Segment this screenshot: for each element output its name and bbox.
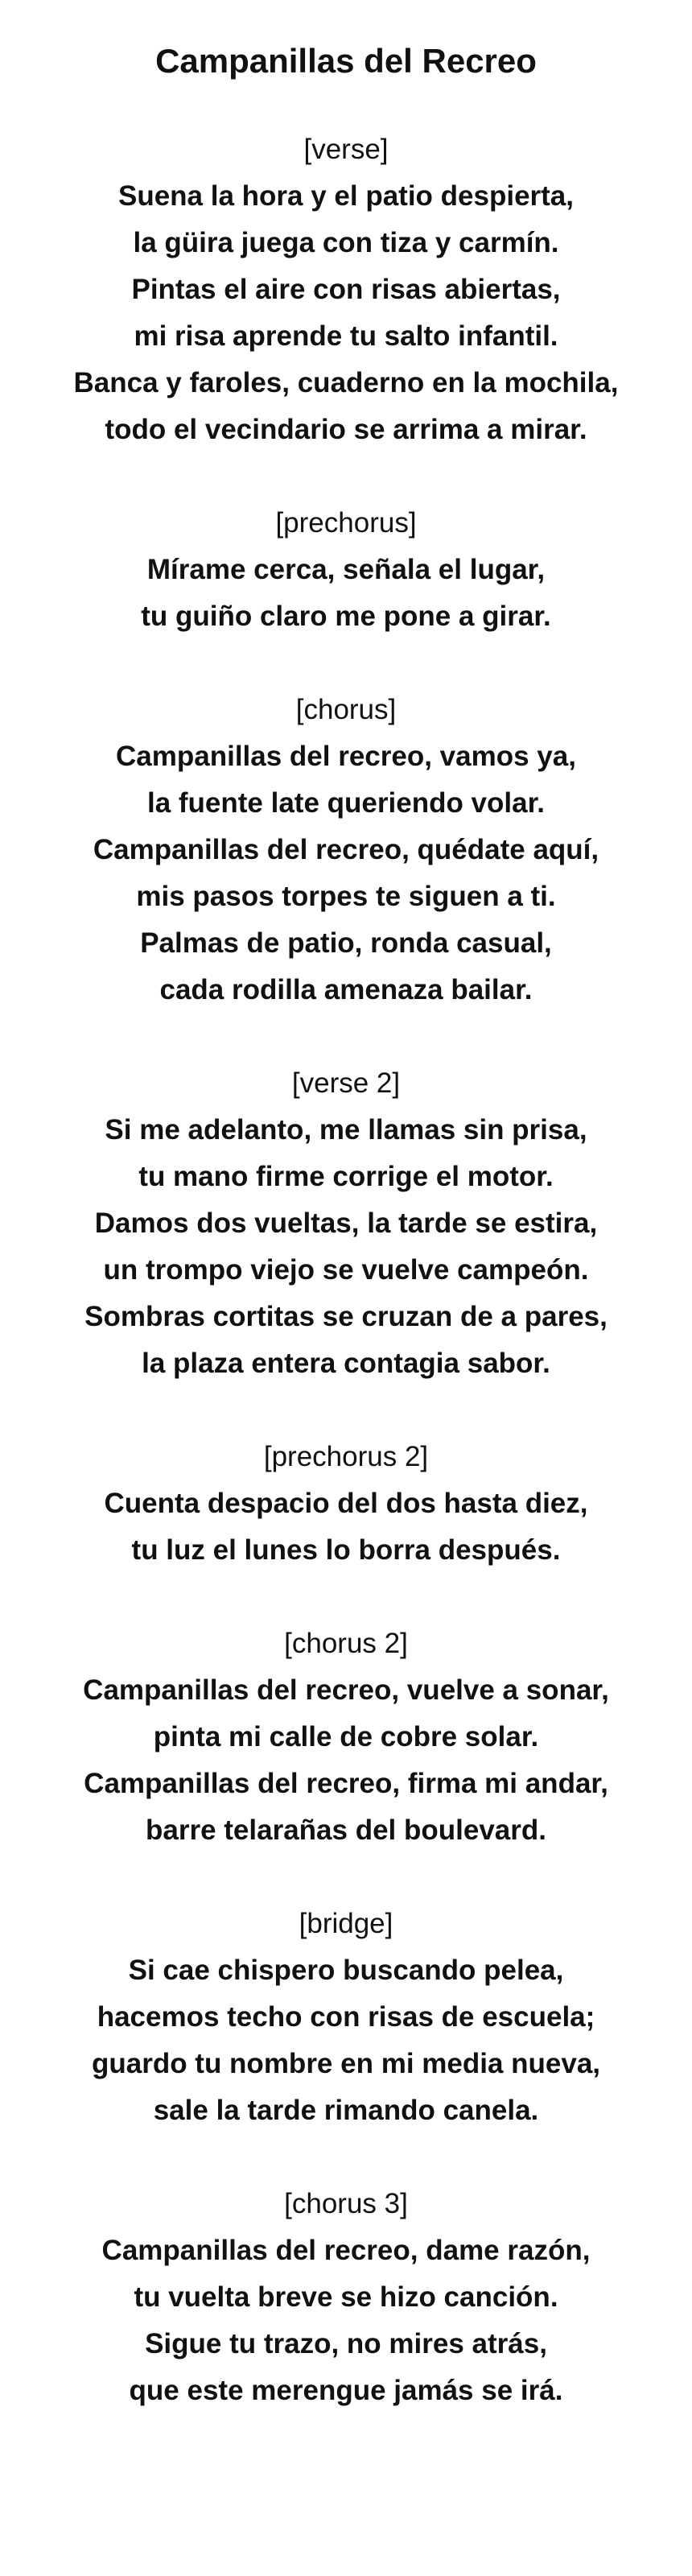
lyrics-section — [0, 1620, 692, 1854]
lyric-line: la plaza entera contagia sabor. — [142, 1348, 550, 1379]
lyrics-section — [0, 500, 692, 640]
lyric-line: todo el vecindario se arrima a mirar. — [105, 414, 587, 445]
section-label: [prechorus 2] — [263, 1441, 429, 1472]
lyric-line: la fuente late queriendo volar. — [146, 787, 546, 819]
lyric-line: Si cae chispero buscando pelea, — [128, 1955, 564, 1986]
lyric-line: hacemos techo con risas de escuela; — [97, 2001, 595, 2033]
lyric-line: cada rodilla amenaza bailar. — [159, 974, 533, 1005]
lyric-line: Pintas el aire con risas abiertas, — [131, 274, 561, 305]
section-label: [bridge] — [299, 1908, 393, 1939]
lyric-line: tu luz el lunes lo borra después. — [131, 1534, 561, 1566]
section-label: [prechorus] — [275, 507, 417, 539]
lyric-line: guardo tu nombre en mi media nueva, — [91, 2048, 601, 2079]
lyric-line: tu guiño claro me pone a girar. — [141, 601, 551, 632]
lyric-line: Sigue tu trazo, no mires atrás, — [145, 2328, 547, 2359]
lyric-line: Campanillas del recreo, dame razón, — [101, 2235, 591, 2266]
lyric-line: un trompo viejo se vuelve campeón. — [103, 1254, 589, 1286]
lyric-line: pinta mi calle de cobre solar. — [153, 1721, 539, 1752]
lyric-line: mis pasos torpes te siguen a ti. — [136, 881, 556, 912]
lyric-line: Banca y faroles, cuaderno en la mochila, — [73, 367, 619, 398]
lyric-line: Mírame cerca, señala el lugar, — [146, 554, 546, 585]
lyric-line: Palmas de patio, ronda casual, — [140, 927, 552, 959]
lyrics-section — [0, 1060, 692, 1387]
lyric-line: Campanillas del recreo, quédate aquí, — [93, 834, 599, 865]
lyrics-body — [0, 126, 692, 2414]
lyrics-section — [0, 1434, 692, 1574]
song-title: Campanillas del Recreo — [155, 42, 537, 80]
lyric-line: que este merengue jamás se irá. — [129, 2375, 563, 2406]
section-label: [verse 2] — [291, 1067, 401, 1099]
lyric-line: Sombras cortitas se cruzan de a pares, — [84, 1301, 608, 1332]
lyrics-section — [0, 1901, 692, 2134]
lyrics-section — [0, 687, 692, 1013]
lyric-line: Si me adelanto, me llamas sin prisa, — [105, 1114, 587, 1146]
section-label: [chorus] — [295, 694, 397, 725]
lyric-line: Campanillas del recreo, vuelve a sonar, — [83, 1674, 609, 1706]
section-label: [verse] — [303, 134, 389, 165]
section-label: [chorus 3] — [284, 2188, 408, 2219]
lyric-line: sale la tarde rimando canela. — [153, 2095, 539, 2126]
lyric-line: Cuenta despacio del dos hasta diez, — [104, 1488, 588, 1519]
lyric-line: Campanillas del recreo, vamos ya, — [116, 741, 576, 772]
lyrics-section — [0, 126, 692, 453]
lyric-line: mi risa aprende tu salto infantil. — [134, 320, 558, 352]
lyric-line: Suena la hora y el patio despierta, — [117, 180, 574, 212]
lyric-line: tu vuelta breve se hizo canción. — [134, 2281, 558, 2313]
lyric-line: Campanillas del recreo, firma mi andar, — [84, 1768, 608, 1799]
lyric-line: tu mano firme corrige el motor. — [138, 1161, 554, 1192]
lyric-line: la güira juega con tiza y carmín. — [133, 227, 559, 258]
lyric-line: barre telarañas del boulevard. — [146, 1814, 546, 1846]
lyrics-section — [0, 2181, 692, 2414]
section-label: [chorus 2] — [284, 1628, 408, 1659]
lyric-line: Damos dos vueltas, la tarde se estira, — [94, 1208, 598, 1239]
